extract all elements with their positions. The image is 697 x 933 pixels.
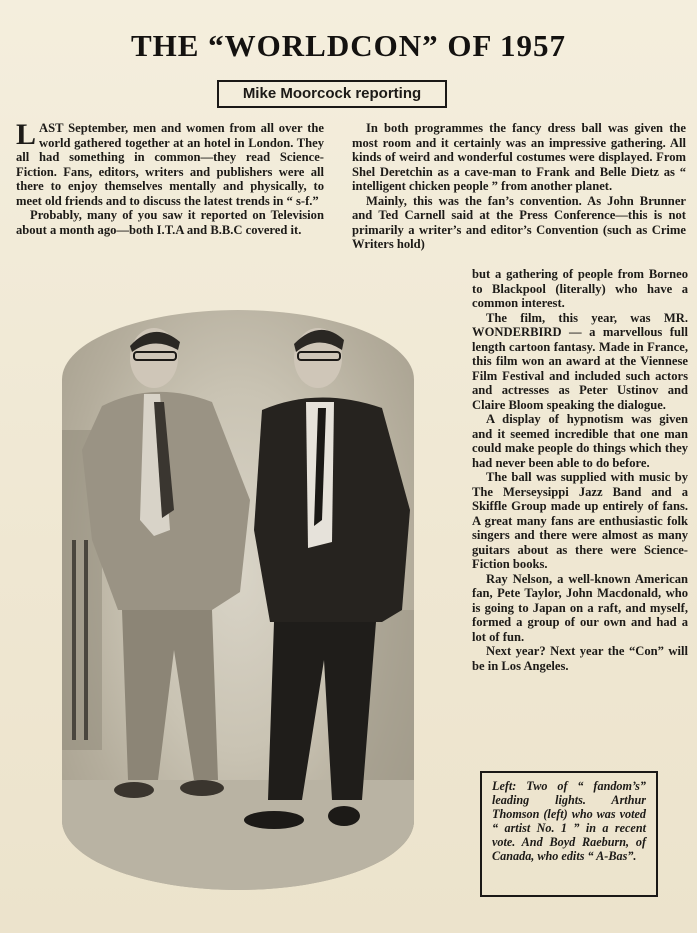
photo-caption: Left: Two of “ fandom’s” leading lights. Arthur Thomson (left) who was voted “ artist No. 1 ” in a recent vote. And Boyd Raeburn, of Canada, who edits “ A-Bas”.	[480, 771, 658, 897]
left-column	[16, 118, 324, 237]
right-paragraph-6: Ray Nelson, a well-known American fan, Pete Taylor, John Macdonald, who is going to Japan on a raft, and myself, formed a group of our own and had a lot of fun.	[472, 571, 688, 644]
drop-cap: L	[16, 118, 37, 151]
right-column-narrow	[472, 267, 688, 673]
right-column-top	[352, 121, 686, 252]
article-title: THE “WORLDCON” OF 1957	[130, 28, 567, 63]
right-paragraph-1: In both programmes the fancy dress ball was given the most room and it certainly was an impressive gathering. All kinds of weird and wonderful costumes were displayed. From Shel Deretchin as a cave-man to Frank and Belle Dietz as “ intelligent chicken people ” from another planet.	[352, 121, 686, 193]
left-paragraph-1-text: AST September, men and women from all over the world gathered together at an hotel in London. They all had something in common—they read Science-Fiction. Fans, editors, writers and publishers were all there to enjoy themselves mentally and physically, to meet old friends and to discuss the latest trends in “ s-f.”	[16, 121, 324, 208]
right-paragraph-4: A display of hypnotism was given and it seemed incredible that one man could make people do things which they had never been able to do before.	[472, 412, 688, 470]
left-paragraph-1	[16, 118, 324, 208]
photo-illustration	[62, 310, 414, 890]
right-paragraph-5: The ball was supplied with music by The Merseysippi Jazz Band and a Skiffle Group made up entirely of fans. A great many fans are enthusiastic folk singers and there were almost as many guitars about as there were Science-Fiction books.	[472, 470, 688, 571]
right-paragraph-2-continued: but a gathering of people from Borneo to Blackpool (literally) who have a common interest.	[472, 267, 688, 310]
right-paragraph-7: Next year? Next year the “Con” will be in Los Angeles.	[472, 644, 688, 673]
photo-two-men	[62, 310, 414, 890]
right-paragraph-2: Mainly, this was the fan’s convention. As John Brunner and Ted Carnell said at the Press Conference—this is not primarily a writer’s and editor’s Convention (such as Crime Writers hold)	[352, 193, 686, 251]
right-paragraph-3: The film, this year, was MR. WONDERBIRD — a marvellous full length cartoon fantasy. Made in France, this film won an award at the Viennese Film Festival and included such actors and actresses as Peter Ustinov and Claire Bloom speaking the dialogue.	[472, 310, 688, 412]
byline-box: Mike Moorcock reporting	[217, 80, 447, 108]
left-paragraph-2: Probably, many of you saw it reported on Television about a month ago—both I.T.A and B.B.C covered it.	[16, 208, 324, 237]
